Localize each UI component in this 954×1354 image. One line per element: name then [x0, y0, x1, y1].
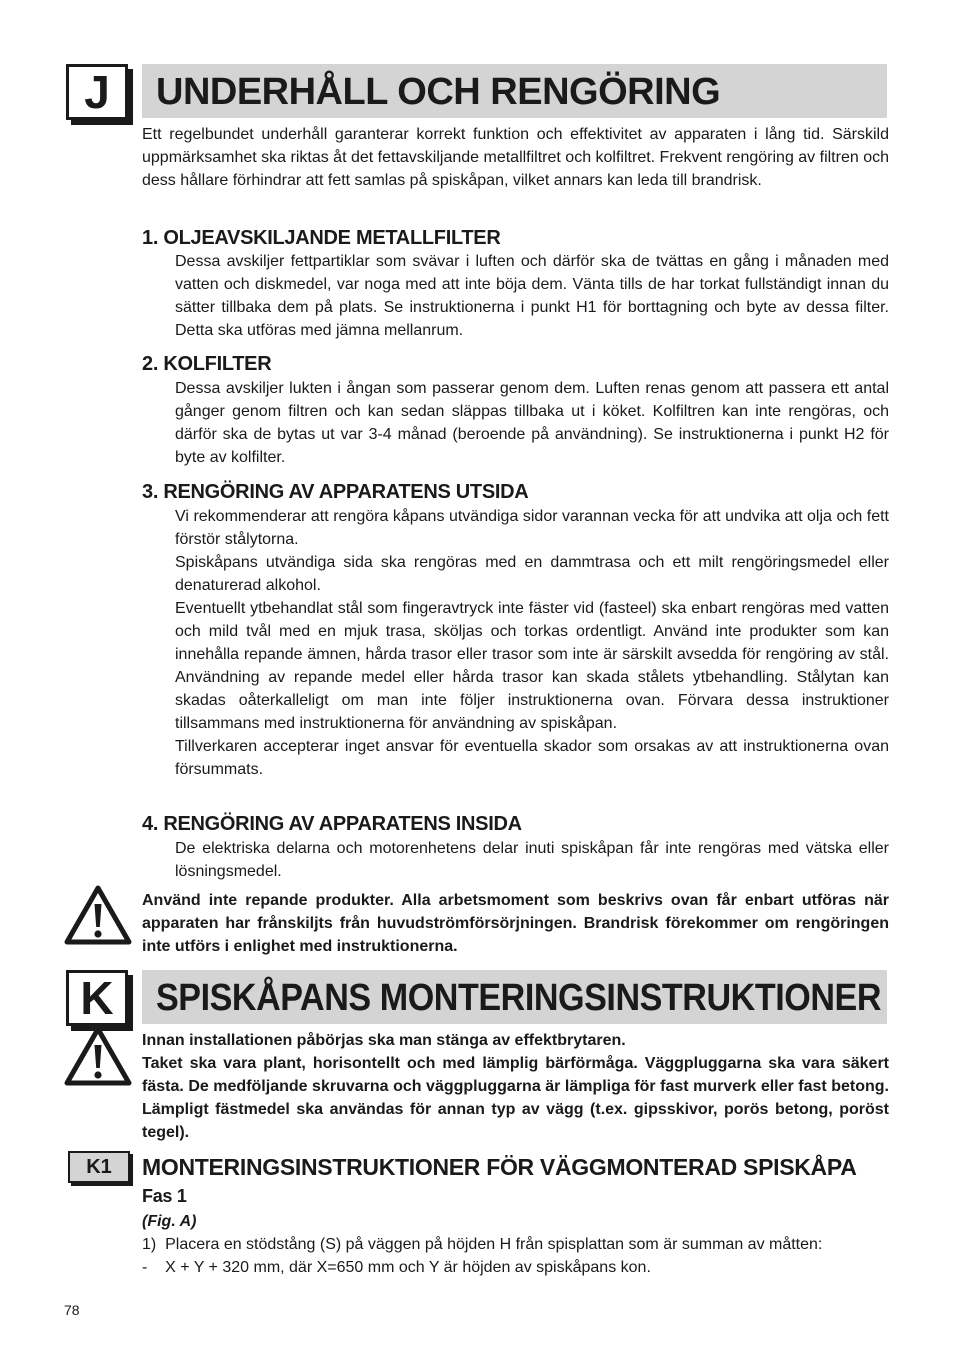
exterior-paragraph-3: Eventuellt ytbehandlat stål som fingeravtryck inte fäster vid (fasteel) ska enbart rengöras med vatten och mild tvål med en mjuk trasa, sköljas och torkas ordentligt. Använd inte produkter som kan innehålla repande ämnen, hårda trasor eller trasor som inte är särskilt avsedda för rengöring av stål. Användning av repande medel eller hårda trasor kan skada stålets ytbehandling. Stålytan kan skadas oåterkalleligt om man inte följer instruktionerna ovan. Förvara dessa instruktioner tillsammans med instruktionerna för användning av spiskåpan.	[175, 600, 889, 732]
figure-reference: (Fig. A)	[142, 1213, 197, 1230]
installation-warning-line-1: Innan installationen påbörjas ska man stänga av effektbrytaren.	[142, 1032, 626, 1049]
heading-interior-cleaning: 4. RENGÖRING AV APPARATENS INSIDA	[142, 813, 522, 835]
warning-triangle-icon	[64, 1026, 132, 1086]
heading-exterior-cleaning: 3. RENGÖRING AV APPARATENS UTSIDA	[142, 481, 529, 503]
section-title-k: SPISKÅPANS MONTERINGSINSTRUKTIONER	[142, 970, 887, 1024]
warning-triangle-icon	[64, 885, 132, 945]
installation-warning-rest: Taket ska vara plant, horisontellt och med lämplig bärförmåga. Väggpluggarna ska vara säkert fästa. De medföljande skruvarna och väggpluggarna är lämpliga för fast murverk eller fast betong. Lämpligt fästmedel ska användas för annan typ av vägg (t.ex. gipsskivor, porös betong, poröst tegel).	[142, 1055, 889, 1141]
heading-metal-filter: 1. OLJEAVSKILJANDE METALLFILTER	[142, 227, 501, 249]
section-title-j: UNDERHÅLL OCH RENGÖRING	[142, 64, 887, 118]
exterior-paragraph-2: Spiskåpans utvändiga sida ska rengöras med en dammtrasa och ett milt rengöringsmedel eller denaturerad alkohol.	[175, 554, 889, 594]
interior-cleaning-text: De elektriska delarna och motorenhetens delar inuti spiskåpan får inte rengöras med vätska eller lösningsmedel.	[175, 840, 889, 880]
phase-label: Fas 1	[142, 1186, 187, 1206]
metal-filter-text: Dessa avskiljer fettpartiklar som svävar i luften och därför ska de tvättas en gång i månaden med vatten och diskmedel, var noga med att inte böja dem. Vänta tills de har torkat fullständigt innan du sätter tillbaka dem på plats. Se instruktionerna i punkt H1 för borttagning och byte av dessa filter. Detta ska utföras med jämna mellanrum.	[175, 253, 889, 339]
installation-warning-text	[142, 1029, 889, 1144]
carbon-filter-text: Dessa avskiljer lukten i ångan som passerar genom dem. Luften renas genom att passera ett antal gånger genom filtren och kan sedan släppas tillbaka ut i köket. Kolfiltren kan inte rengöras, och därför ska de bytas ut var 3-4 månad (beroende på användning). Se instruktionerna i punkt H2 för byte av kolfilter.	[175, 380, 889, 466]
step-1: 1) Placera en stödstång (S) på väggen på höjden H från spisplattan som är summan av måtten:	[142, 1236, 823, 1253]
exterior-paragraph-4: Tillverkaren accepterar inget ansvar för eventuella skador som orsakas av att instruktionerna ovan försummats.	[175, 738, 889, 778]
exterior-paragraph-1: Vi rekommenderar att rengöra kåpans utvändiga sidor varannan vecka för att undvika att olja och fett förstör stålytorna.	[175, 508, 889, 548]
subsection-label-k1: K1	[68, 1151, 130, 1183]
section-letter-j: J	[66, 64, 128, 120]
intro-paragraph: Ett regelbundet underhåll garanterar korrekt funktion och effektivitet av apparaten i lång tid. Särskild uppmärksamhet ska riktas åt det fettavskiljande metallfiltret och kolfiltret. Frekvent rengöring av filtren och dess hållare förhindrar att fett samlas på spiskåpan, vilket annars kan leda till brandrisk.	[142, 126, 889, 189]
heading-wall-mounted: MONTERINGSINSTRUKTIONER FÖR VÄGGMONTERAD SPISKÅPA	[142, 1154, 857, 1180]
section-letter-k: K	[66, 970, 128, 1026]
page-number: 78	[64, 1302, 80, 1318]
cleaning-warning-text: Använd inte repande produkter. Alla arbetsmoment som beskrivs ovan får enbart utföras när apparaten har frånskiljts från huvudströmförsörjningen. Brandrisk förekommer om rengöringen inte utförs i enlighet med instruktionerna.	[142, 892, 889, 955]
heading-carbon-filter: 2. KOLFILTER	[142, 353, 272, 375]
step-1-sub: - X + Y + 320 mm, där X=650 mm och Y är höjden av spiskåpans kon.	[142, 1259, 651, 1276]
exterior-cleaning-text	[175, 505, 889, 781]
